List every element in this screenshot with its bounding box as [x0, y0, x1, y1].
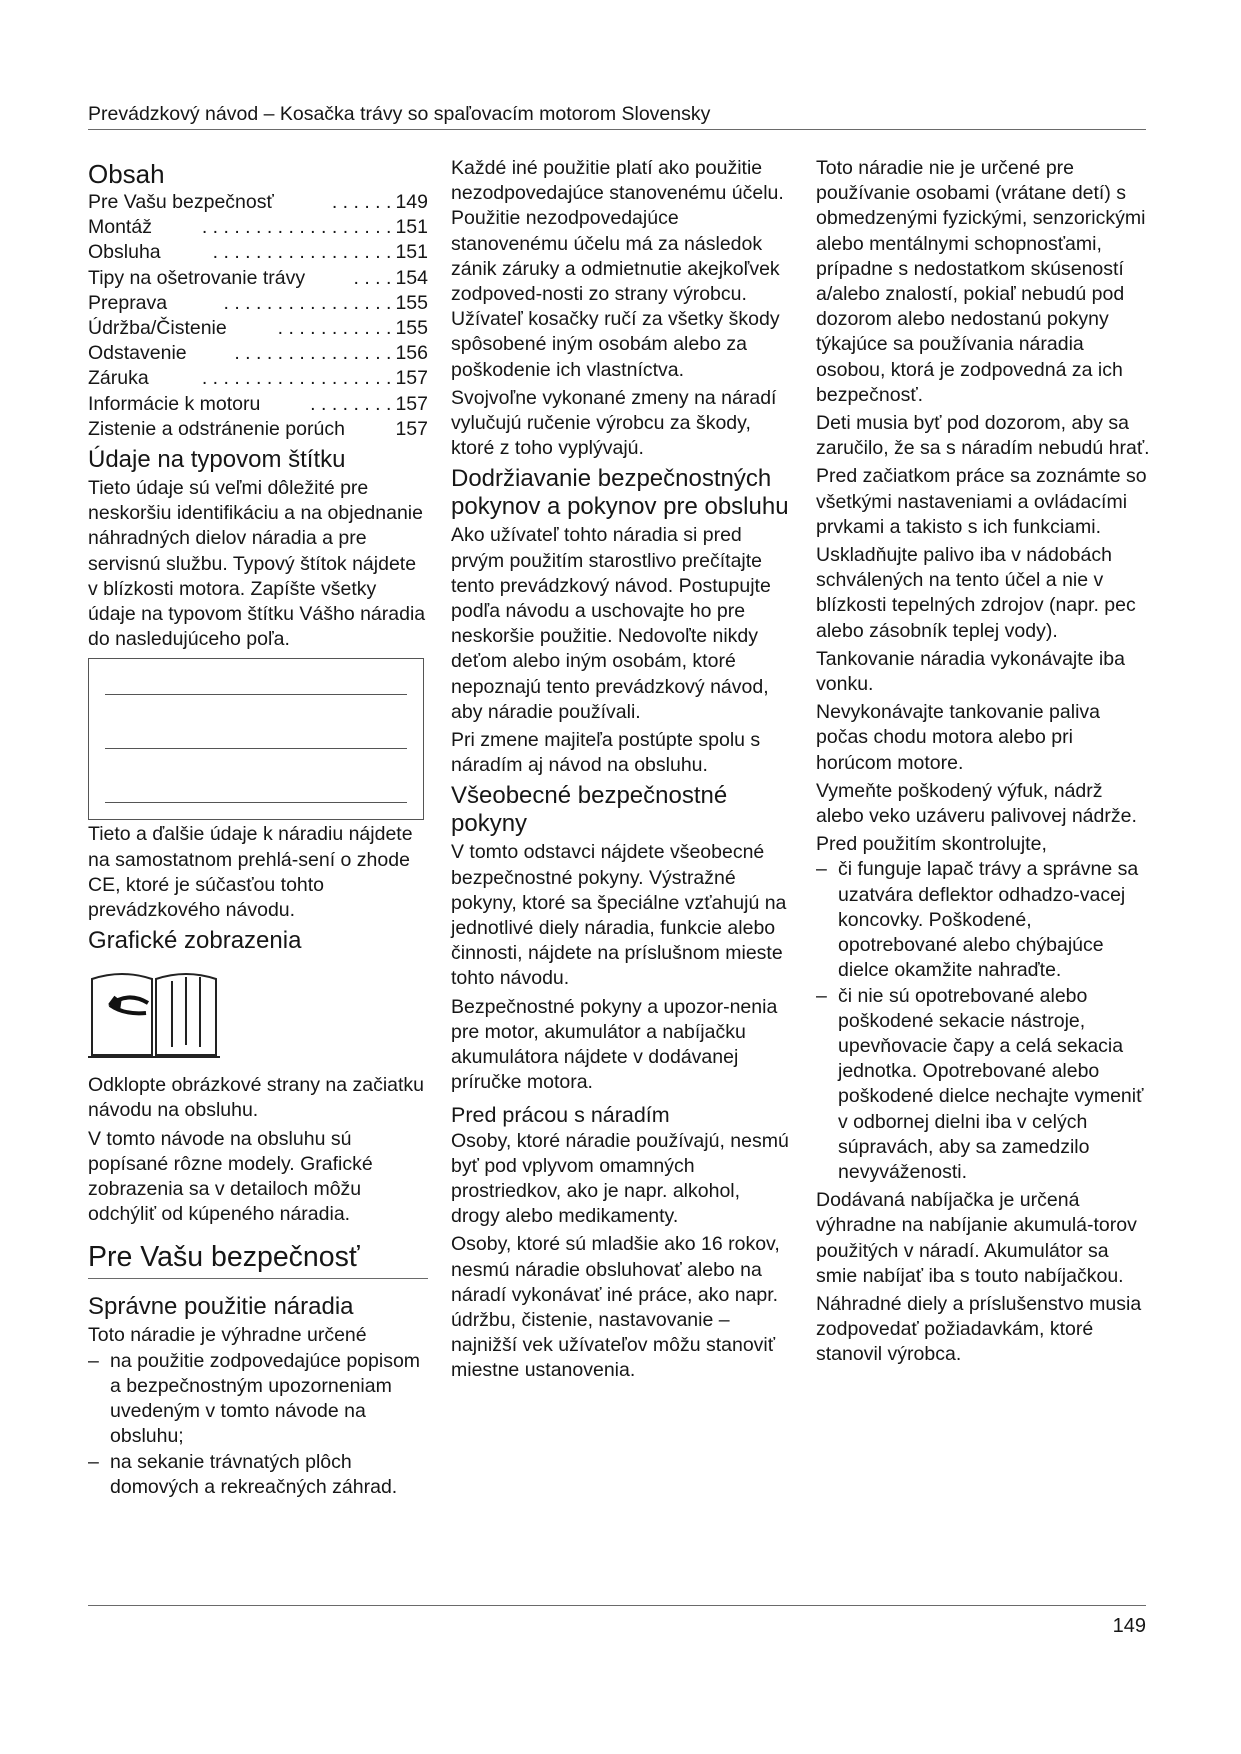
proper-use-heading: Správne použitie náradia — [88, 1293, 354, 1321]
toc-entry-label: Odstavenie — [88, 342, 187, 365]
fuel-storage-paragraph: Uskladňujte palivo iba v nádobách schválených na tento účel a nie v blízkosti tepelných zdrojov (napr. pec alebo zásobník teplej vody). — [816, 544, 1136, 642]
toc-entry — [88, 392, 428, 417]
toc-entry-leader: . . . . . . . . . . . . . . . . . . — [201, 216, 392, 239]
toc-entry-page: 155 — [395, 317, 428, 340]
toc-heading: Obsah — [88, 159, 165, 189]
restriction-paragraph: Toto náradie nie je určené pre používanie osobami (vrátane detí) s obmedzenými fyzickými, senzorickými alebo mentálnymi schopnosťami, prípadne s nedostatkom skúseností a/alebo znalostí, pokiaľ nebudú pod dozorom alebo nedostanú pokyny týkajúce sa používania náradia osobou, ktorá je zodpovedná za ich bezpečnosť. — [816, 157, 1146, 406]
safety-heading: Pre Vašu bezpečnosť — [88, 1239, 428, 1279]
toc-entry-label: Záruka — [88, 367, 149, 390]
proper-use-intro: Toto náradie je výhradne určené — [88, 1324, 367, 1347]
toc-entry — [88, 240, 428, 265]
page-header: Prevádzkový návod – Kosačka trávy so spaľovacím motorom Slovensky — [88, 102, 1146, 130]
toc-entry — [88, 417, 428, 442]
toc-entry-page: 156 — [395, 342, 428, 365]
children-paragraph: Deti musia byť pod dozorom, aby sa zaručilo, že sa s náradím nebudú hrať. — [816, 412, 1150, 460]
list-item: – na použitie zodpovedajúce popisom a bezpečnostným upozorneniam uvedeným v tomto návode na obsluhu; — [88, 1349, 428, 1450]
toc-entry — [88, 215, 428, 240]
familiarize-paragraph: Pred začiatkom práce sa zoznámte so všetkými nastaveniami a ovládacími prvkami a takisto s ich funkciami. — [816, 465, 1147, 538]
graphics-paragraph-2: V tomto návode na obsluhu sú popísané rôzne modely. Grafické zobrazenia sa v detailoch môžu odchýliť od kúpeného náradia. — [88, 1127, 373, 1226]
toc-entry — [88, 341, 428, 366]
general-safety-heading: Všeobecné bezpečnostné pokyny — [451, 782, 728, 838]
obey-paragraph-2: Pri zmene majiteľa postúpte spolu s náradím aj návod na obsluhu. — [451, 729, 761, 777]
toc-entry-leader: . . . . . . . . . . . . . . . . — [223, 291, 392, 314]
list-item: – či nie sú opotrebované alebo poškodené sekacie nástroje, upevňovacie čapy a celá sekacia jednotka. Opotrebované alebo poškodené dielce nechajte vymeniť v odbornej dielni iba v celých súpravách, aby sa zamedzilo nevyváženosti. — [816, 984, 1150, 1186]
toc-entry-label: Zistenie a odstránenie porúch — [88, 417, 345, 440]
toc-entry-leader: . . . . . . . . . . . — [277, 317, 392, 340]
table-of-contents — [88, 190, 428, 442]
column-3 — [816, 156, 1150, 1371]
toc-entry — [88, 316, 428, 341]
type-label-heading: Údaje na typovom štítku — [88, 446, 346, 474]
toc-entry — [88, 266, 428, 291]
before-work-heading: Pred prácou s náradím — [451, 1102, 670, 1127]
toc-entry-label: Montáž — [88, 216, 152, 239]
type-label-entry-box — [88, 658, 424, 820]
general-paragraph-1: V tomto odstavci nájdete všeobecné bezpečnostné pokyny. Výstražné pokyny, ktoré sa špeciálne vzťahujú na jednotlivé diely náradia, funkcie alebo činnosti, nájdete na príslušnom mieste tohto návodu. — [451, 841, 787, 990]
toc-entry-leader — [345, 417, 396, 442]
toc-entry-page: 155 — [395, 291, 428, 314]
toc-entry-page: 157 — [395, 367, 428, 390]
toc-entry-label: Obsluha — [88, 241, 161, 264]
toc-entry-leader: . . . . . . . . . . . . . . . . . . — [201, 367, 392, 390]
toc-entry-label: Pre Vašu bezpečnosť — [88, 191, 274, 213]
toc-entry-label: Preprava — [88, 291, 168, 314]
toc-entry-leader: . . . . . . — [331, 191, 392, 213]
toc-entry-page: 154 — [395, 266, 428, 289]
obey-instructions-heading: Dodržiavanie bezpečnostných pokynov a pokynov pre obsluhu — [451, 465, 789, 521]
toc-entry — [88, 190, 428, 215]
toc-entry-leader: . . . . . . . . — [310, 392, 392, 415]
graphics-paragraph-1: Odklopte obrázkové strany na začiatku návodu na obsluhu. — [88, 1074, 425, 1122]
toc-entry — [88, 291, 428, 316]
list-item: – či funguje lapač trávy a správne sa uzatvára deflektor odhadzo-vacej koncovky. Poškodené, opotrebované alebo chýbajúce dielce okamžite nahraďte. — [816, 857, 1150, 983]
toc-entry-page: 149 — [395, 191, 428, 213]
toc-entry-leader: . . . . . . . . . . . . . . . — [234, 342, 392, 365]
entry-line — [105, 802, 407, 803]
toc-entry-label: Údržba/Čistenie — [88, 317, 227, 340]
column-2 — [451, 156, 793, 1387]
toc-entry — [88, 366, 428, 391]
proper-use-paragraph-3: Svojvoľne vykonané zmeny na náradí vylučujú ručenie výrobcu za škody, ktoré z toho vyplývajú. — [451, 386, 777, 460]
toc-entry-label: Tipy na ošetrovanie trávy — [88, 266, 306, 289]
toc-entry-page: 151 — [395, 241, 428, 264]
toc-entry-page: 157 — [395, 392, 428, 415]
before-paragraph-2: Osoby, ktoré sú mladšie ako 16 rokov, nesmú náradie obsluhovať alebo na náradí vykonávať iné práce, ako napr. údržbu, čistenie, nastavovanie – najnižší vek užívateľov môžu stanoviť miestne ustanovenia. — [451, 1233, 780, 1382]
check-intro: Pred použitím skontrolujte, — [816, 833, 1047, 856]
toc-entry-page: 151 — [395, 216, 428, 239]
general-paragraph-2: Bezpečnostné pokyny a upozor-nenia pre motor, akumulátor a nabíjačku akumulátora nájdete v dodávanej príručke motora. — [451, 995, 778, 1094]
check-list — [816, 857, 1150, 1185]
open-book-icon — [88, 965, 220, 1061]
obey-paragraph-1: Ako užívateľ tohto náradia si pred prvým použitím starostlivo prečítajte tento prevádzkový návod. Postupujte podľa návodu a uschovajte ho pre neskoršie použitie. Nedovoľte nikdy deťom alebo iným osobám, ktoré nepoznajú tento prevádzkový návod, aby náradie používali. — [451, 524, 771, 723]
toc-entry-leader: . . . . . . . . . . . . . . . . . — [212, 241, 392, 264]
list-item: – na sekanie trávnatých plôch domových a rekreačných záhrad. — [88, 1450, 428, 1500]
refuel-hot-engine-paragraph: Nevykonávajte tankovanie paliva počas chodu motora alebo pri horúcom motore. — [816, 701, 1101, 774]
footer-divider — [88, 1605, 1146, 1606]
declaration-paragraph: Tieto a ďalšie údaje k náradiu nájdete na samostatnom prehlá-sení o zhode CE, ktoré je súčasťou tohto prevádzkového návodu. — [88, 823, 413, 922]
proper-use-paragraph-2: Každé iné použitie platí ako použitie nezodpovedajúce stanovenému účelu. Použitie nezodpovedajúce stanovenému účelu má za následok zánik záruky a odmietnutie akejkoľvek zodpoved-nosti zo strany výrobcu. Užívateľ kosačky ručí za všetky škody spôsobené iným osobám alebo za poškodenie ich vlastníctva. — [451, 157, 784, 381]
entry-line — [105, 748, 407, 749]
column-1 — [88, 156, 428, 1503]
refuel-outside-paragraph: Tankovanie náradia vykonávajte iba vonku. — [816, 647, 1125, 696]
type-label-paragraph: Tieto údaje sú veľmi dôležité pre neskoršiu identifikáciu a na objednanie náhradných dielov náradia a pre servisnú službu. Typový štítok nájdete v blízkosti motora. Zapíšte všetky údaje na typovom štítku Vášho náradia do nasledujúceho poľa. — [88, 477, 426, 651]
spare-parts-paragraph: Náhradné diely a príslušenstvo musia zodpovedať požiadavkám, ktoré stanovil výrobca. — [816, 1292, 1142, 1366]
page-number: 149 — [1112, 1615, 1146, 1637]
before-paragraph-1: Osoby, ktoré náradie používajú, nesmú byť pod vplyvom omamných prostriedkov, ako je napr. alkohol, drogy alebo medikamenty. — [451, 1129, 789, 1228]
toc-entry-label: Informácie k motoru — [88, 392, 261, 415]
proper-use-list — [88, 1349, 428, 1500]
replace-damaged-paragraph: Vymeňte poškodený výfuk, nádrž alebo veko uzáveru palivovej nádrže. — [816, 779, 1137, 828]
toc-entry-leader: . . . . — [353, 266, 392, 289]
charger-paragraph: Dodávaná nabíjačka je určená výhradne na nabíjanie akumulá-torov použitých v náradí. Akumulátor sa smie nabíjať iba s touto nabíjačkou. — [816, 1189, 1137, 1287]
graphics-heading: Grafické zobrazenia — [88, 927, 302, 955]
toc-entry-page: 157 — [395, 417, 428, 440]
entry-line — [105, 694, 407, 695]
